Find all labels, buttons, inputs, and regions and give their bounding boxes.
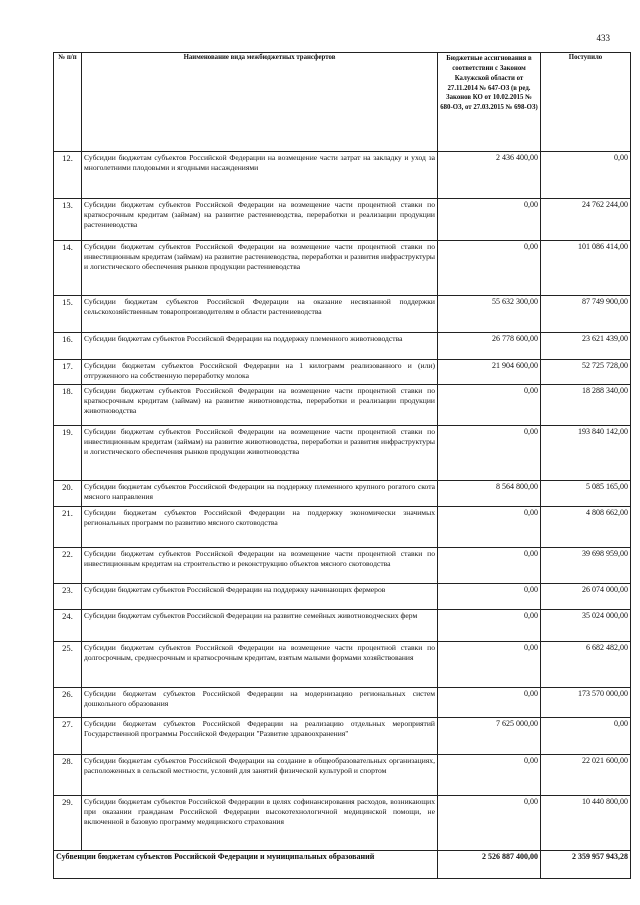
row-number: 12. xyxy=(54,152,82,199)
row-name: Субсидии бюджетам субъектов Российской Федерации на поддержку начинающих фермеров xyxy=(82,584,438,610)
row-budget: 7 625 000,00 xyxy=(438,718,541,755)
row-received: 26 074 000,00 xyxy=(541,584,631,610)
row-name: Субсидии бюджетам субъектов Российской Федерации на возмещение части процентной ставки по инвестиционным кредитам (займам) на развитие животноводства, переработки и развития инфраструктуры и логистического обеспечения рынков продукции животноводства xyxy=(82,426,438,481)
table-body xyxy=(54,152,631,879)
row-number: 18. xyxy=(54,385,82,426)
row-received: 23 621 439,00 xyxy=(541,333,631,360)
table-row xyxy=(54,718,631,755)
header-budget: Бюджетные ассигнования в соответствии с Законом Калужской области от 27.11.2014 № 647-ОЗ (в ред. Законов КО от 10.02.2015 № 680-ОЗ, от 27.03.2015 № 698-ОЗ) xyxy=(438,53,541,152)
row-name: Субсидии бюджетам субъектов Российской Федерации на поддержку экономически значимых региональных программ по развитию мясного скотоводства xyxy=(82,507,438,548)
row-number: 21. xyxy=(54,507,82,548)
header-num: № п/п xyxy=(54,53,82,152)
table-row xyxy=(54,755,631,796)
header-received: Поступило xyxy=(541,53,631,152)
row-received: 5 085 165,00 xyxy=(541,481,631,507)
row-budget: 0,00 xyxy=(438,241,541,296)
row-budget: 2 436 400,00 xyxy=(438,152,541,199)
row-received: 39 698 959,00 xyxy=(541,548,631,584)
table-row xyxy=(54,360,631,385)
row-name: Субсидии бюджетам субъектов Российской Федерации на возмещение части процентной ставки по инвестиционным кредитам на строительство и реконструкцию объектов мясного скотоводства xyxy=(82,548,438,584)
table-row xyxy=(54,688,631,718)
table-row xyxy=(54,584,631,610)
row-number: 23. xyxy=(54,584,82,610)
row-received: 87 749 900,00 xyxy=(541,296,631,333)
table-row xyxy=(54,507,631,548)
row-budget: 55 632 300,00 xyxy=(438,296,541,333)
row-number: 14. xyxy=(54,241,82,296)
row-number: 29. xyxy=(54,796,82,851)
row-number: 15. xyxy=(54,296,82,333)
row-name: Субсидии бюджетам субъектов Российской Федерации на 1 килограмм реализованного и (или) отгруженного на собственную переработку молока xyxy=(82,360,438,385)
table-row xyxy=(54,199,631,241)
row-number: 13. xyxy=(54,199,82,241)
row-received: 10 440 800,00 xyxy=(541,796,631,851)
row-name: Субсидии бюджетам субъектов Российской Федерации на поддержку племенного крупного рогатого скота мясного направления xyxy=(82,481,438,507)
row-received: 0,00 xyxy=(541,718,631,755)
row-number: 28. xyxy=(54,755,82,796)
row-name: Субсидии бюджетам субъектов Российской Федерации на возмещение части затрат на закладку и уход за многолетними плодовыми и ягодными насаждениями xyxy=(82,152,438,199)
table-row xyxy=(54,481,631,507)
row-number: 25. xyxy=(54,642,82,688)
page-number: 433 xyxy=(596,33,610,43)
row-budget: 0,00 xyxy=(438,688,541,718)
row-name: Субсидии бюджетам субъектов Российской Федерации на возмещение части процентной ставки по краткосрочным кредитам (займам) на развитие животноводства, переработки и реализации продукции животноводства xyxy=(82,385,438,426)
row-budget: 0,00 xyxy=(438,796,541,851)
row-name: Субсидии бюджетам субъектов Российской Федерации на оказание несвязанной поддержки сельскохозяйственным товаропроизводителям в области растениеводства xyxy=(82,296,438,333)
row-budget: 21 904 600,00 xyxy=(438,360,541,385)
total-received: 2 359 957 943,28 xyxy=(541,851,631,879)
row-received: 173 570 000,00 xyxy=(541,688,631,718)
row-budget: 0,00 xyxy=(438,610,541,642)
row-number: 16. xyxy=(54,333,82,360)
total-row xyxy=(54,851,631,879)
total-name: Субвенции бюджетам субъектов Российской Федерации и муниципальных образований xyxy=(54,851,438,879)
row-number: 27. xyxy=(54,718,82,755)
row-received: 0,00 xyxy=(541,152,631,199)
row-budget: 0,00 xyxy=(438,755,541,796)
table-row xyxy=(54,241,631,296)
row-budget: 0,00 xyxy=(438,584,541,610)
table-row xyxy=(54,642,631,688)
row-number: 24. xyxy=(54,610,82,642)
row-budget: 0,00 xyxy=(438,426,541,481)
table-row xyxy=(54,610,631,642)
row-received: 22 021 600,00 xyxy=(541,755,631,796)
row-received: 193 840 142,00 xyxy=(541,426,631,481)
row-name: Субсидии бюджетам субъектов Российской Федерации на возмещение части процентной ставки по краткосрочным кредитам (займам) на развитие растениеводства, переработки и реализации продукции растениеводства xyxy=(82,199,438,241)
row-budget: 0,00 xyxy=(438,199,541,241)
row-received: 6 682 482,00 xyxy=(541,642,631,688)
row-name: Субсидии бюджетам субъектов Российской Федерации на возмещение части процентной ставки по долгосрочным, среднесрочным и краткосрочным кредитам, взятым малыми формами хозяйствования xyxy=(82,642,438,688)
row-received: 52 725 728,00 xyxy=(541,360,631,385)
row-number: 22. xyxy=(54,548,82,584)
table-row xyxy=(54,548,631,584)
row-name: Субсидии бюджетам субъектов Российской Федерации на поддержку племенного животноводства xyxy=(82,333,438,360)
row-budget: 8 564 800,00 xyxy=(438,481,541,507)
row-name: Субсидии бюджетам субъектов Российской Федерации на модернизацию региональных систем дошкольного образования xyxy=(82,688,438,718)
table-row xyxy=(54,426,631,481)
table-row xyxy=(54,152,631,199)
row-number: 26. xyxy=(54,688,82,718)
row-number: 17. xyxy=(54,360,82,385)
row-number: 19. xyxy=(54,426,82,481)
table-row xyxy=(54,296,631,333)
row-name: Субсидии бюджетам субъектов Российской Федерации на реализацию отдельных мероприятий Государственной программы Российской Федерации "Развитие здравоохранения" xyxy=(82,718,438,755)
row-budget: 26 778 600,00 xyxy=(438,333,541,360)
row-received: 101 086 414,00 xyxy=(541,241,631,296)
row-name: Субсидии бюджетам субъектов Российской Федерации в целях софинансирования расходов, возникающих при оказании гражданам Российской Федерации высокотехнологичной медицинской помощи, не включенной в базовую программу медицинского страхования xyxy=(82,796,438,851)
table-row xyxy=(54,385,631,426)
row-received: 24 762 244,00 xyxy=(541,199,631,241)
row-name: Субсидии бюджетам субъектов Российской Федерации на создание в общеобразовательных организациях, расположенных в сельской местности, условий для занятий физической культурой и спортом xyxy=(82,755,438,796)
table-header xyxy=(54,53,631,152)
row-received: 4 808 662,00 xyxy=(541,507,631,548)
header-name: Наименование вида межбюджетных трансфертов xyxy=(82,53,438,152)
table-row xyxy=(54,333,631,360)
row-budget: 0,00 xyxy=(438,642,541,688)
table-row xyxy=(54,796,631,851)
row-budget: 0,00 xyxy=(438,548,541,584)
row-budget: 0,00 xyxy=(438,385,541,426)
row-number: 20. xyxy=(54,481,82,507)
row-received: 18 288 340,00 xyxy=(541,385,631,426)
row-name: Субсидии бюджетам субъектов Российской Федерации на развитие семейных животноводческих ферм xyxy=(82,610,438,642)
row-name: Субсидии бюджетам субъектов Российской Федерации на возмещение части процентной ставки по инвестиционным кредитам (займам) на развитие растениеводства, переработки и развития инфраструктуры и логистического обеспечения рынков продукции растениеводства xyxy=(82,241,438,296)
row-received: 35 024 000,00 xyxy=(541,610,631,642)
total-budget: 2 526 887 400,00 xyxy=(438,851,541,879)
transfers-table xyxy=(53,52,631,879)
row-budget: 0,00 xyxy=(438,507,541,548)
